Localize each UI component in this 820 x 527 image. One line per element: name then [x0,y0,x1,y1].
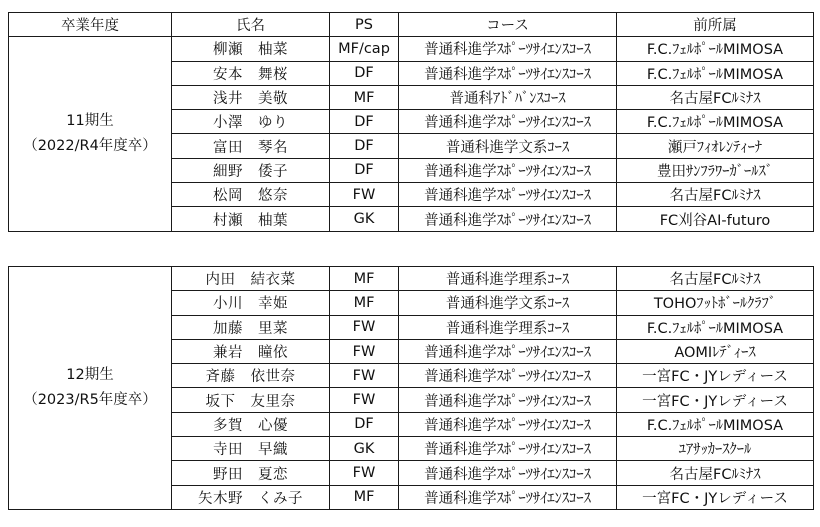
header-previous-club: 前所属 [617,13,814,37]
player-position: GK [330,207,399,231]
player-course: 普通科進学ｽﾎﾟｰﾂｻｲｴﾝｽｺｰｽ [399,339,617,363]
player-previous-club: 一宮FC・JYレディース [617,388,814,412]
player-position: MF [330,291,399,315]
player-previous-club: AOMIﾚﾃﾞｨｰｽ [617,339,814,363]
player-previous-club: F.C.ﾌｪﾙﾎﾟｰﾙMIMOSA [617,110,814,134]
player-position: DF [330,61,399,85]
player-name: 寺田 早織 [172,437,330,461]
player-position: MF [330,485,399,509]
player-course: 普通科進学ｽﾎﾟｰﾂｻｲｴﾝｽｺｰｽ [399,61,617,85]
player-course: 普通科進学ｽﾎﾟｰﾂｻｲｴﾝｽｺｰｽ [399,437,617,461]
player-course: 普通科進学ｽﾎﾟｰﾂｻｲｴﾝｽｺｰｽ [399,37,617,61]
player-name: 小川 幸姫 [172,291,330,315]
player-course: 普通科進学ｽﾎﾟｰﾂｻｲｴﾝｽｺｰｽ [399,183,617,207]
header-grad-year: 卒業年度 [9,13,172,37]
player-course: 普通科進学ｽﾎﾟｰﾂｻｲｴﾝｽｺｰｽ [399,364,617,388]
player-course: 普通科進学文系ｺｰｽ [399,134,617,158]
cohort-graduation-year: （2022/R4年度卒） [23,137,157,154]
player-previous-club: FC刈谷AI-futuro [617,207,814,231]
player-course: 普通科進学理系ｺｰｽ [399,315,617,339]
player-position: DF [330,412,399,436]
player-previous-club: ﾕｱｻｯｶｰｽｸｰﾙ [617,437,814,461]
player-name: 野田 夏恋 [172,461,330,485]
cohort-cell [9,37,172,231]
player-name: 斉藤 依世奈 [172,364,330,388]
player-previous-club: F.C.ﾌｪﾙﾎﾟｰﾙMIMOSA [617,412,814,436]
player-position: DF [330,110,399,134]
player-course: 普通科進学ｽﾎﾟｰﾂｻｲｴﾝｽｺｰｽ [399,207,617,231]
player-position: MF/cap [330,37,399,61]
player-course: 普通科ｱﾄﾞﾊﾞﾝｽｺｰｽ [399,85,617,109]
player-position: FW [330,388,399,412]
player-course: 普通科進学ｽﾎﾟｰﾂｻｲｴﾝｽｺｰｽ [399,158,617,182]
roster-table-11th-cohort [8,12,814,232]
player-name: 安本 舞桜 [172,61,330,85]
player-previous-club: F.C.ﾌｪﾙﾎﾟｰﾙMIMOSA [617,315,814,339]
player-name: 兼岩 瞳依 [172,339,330,363]
player-position: FW [330,461,399,485]
player-previous-club: 名古屋FCﾙﾐﾅｽ [617,85,814,109]
player-position: FW [330,315,399,339]
player-position: MF [330,85,399,109]
player-previous-club: 名古屋FCﾙﾐﾅｽ [617,267,814,291]
player-name: 柳瀬 柚菜 [172,37,330,61]
header-row [9,13,814,37]
roster-table-12th-cohort [8,266,814,510]
player-previous-club: 豊田ｻﾝﾌﾗﾜｰｶﾞｰﾙｽﾞ [617,158,814,182]
player-course: 普通科進学ｽﾎﾟｰﾂｻｲｴﾝｽｺｰｽ [399,485,617,509]
player-previous-club: 名古屋FCﾙﾐﾅｽ [617,461,814,485]
player-course: 普通科進学ｽﾎﾟｰﾂｻｲｴﾝｽｺｰｽ [399,388,617,412]
player-position: GK [330,437,399,461]
player-name: 内田 結衣菜 [172,267,330,291]
player-name: 富田 琴名 [172,134,330,158]
player-previous-club: 名古屋FCﾙﾐﾅｽ [617,183,814,207]
player-name: 小澤 ゆり [172,110,330,134]
player-previous-club: TOHOﾌｯﾄﾎﾞｰﾙｸﾗﾌﾞ [617,291,814,315]
player-previous-club: 一宮FC・JYレディース [617,485,814,509]
cohort-label: 12期生 [66,366,114,383]
player-position: DF [330,158,399,182]
player-previous-club: F.C.ﾌｪﾙﾎﾟｰﾙMIMOSA [617,61,814,85]
cohort-graduation-year: （2023/R5年度卒） [23,391,157,408]
player-name: 浅井 美敬 [172,85,330,109]
cohort-cell [9,267,172,510]
player-course: 普通科進学ｽﾎﾟｰﾂｻｲｴﾝｽｺｰｽ [399,110,617,134]
player-position: FW [330,339,399,363]
player-name: 矢木野 くみ子 [172,485,330,509]
player-course: 普通科進学理系ｺｰｽ [399,267,617,291]
cohort-label: 11期生 [66,112,114,129]
player-course: 普通科進学文系ｺｰｽ [399,291,617,315]
player-previous-club: 一宮FC・JYレディース [617,364,814,388]
player-previous-club: F.C.ﾌｪﾙﾎﾟｰﾙMIMOSA [617,37,814,61]
header-position: PS [330,13,399,37]
player-position: FW [330,183,399,207]
player-position: MF [330,267,399,291]
player-position: FW [330,364,399,388]
player-name: 坂下 友里奈 [172,388,330,412]
player-previous-club: 瀬戸ﾌｨｵﾚﾝﾃｨｰﾅ [617,134,814,158]
player-position: DF [330,134,399,158]
table-row [9,267,814,291]
player-course: 普通科進学ｽﾎﾟｰﾂｻｲｴﾝｽｺｰｽ [399,461,617,485]
player-name: 松岡 悠奈 [172,183,330,207]
player-course: 普通科進学ｽﾎﾟｰﾂｻｲｴﾝｽｺｰｽ [399,412,617,436]
header-course: コース [399,13,617,37]
header-name: 氏名 [172,13,330,37]
player-name: 村瀬 柚葉 [172,207,330,231]
player-name: 細野 倭子 [172,158,330,182]
player-name: 加藤 里菜 [172,315,330,339]
table-row [9,37,814,61]
player-name: 多賀 心優 [172,412,330,436]
